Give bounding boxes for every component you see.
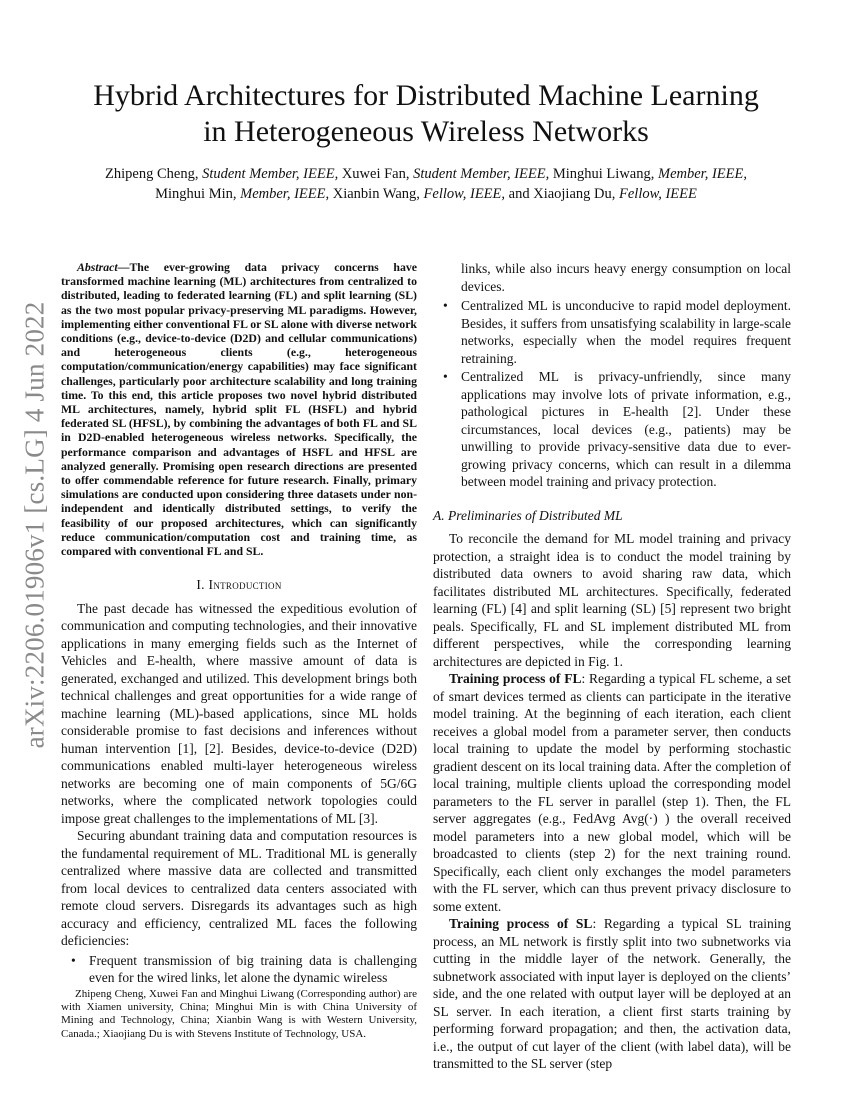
author-affiliation-footnote: Zhipeng Cheng, Xuwei Fan and Minghui Liwang (Corresponding author) are with Xiamen university, China; Minghui Min is with China University of Mining and Technology, China; Xianbin Wang is with Western University, Canada.; Xiaojiang Du is with Stevens Institute of Technology, USA.: [61, 988, 417, 1040]
intro-paragraph-2: Securing abundant training data and computation resources is the fundamental requirement of ML. Traditional ML is generally centralized where massive data are collected and transmitted from local devices to centralized data centers associated with remote cloud servers. Disregards its advantages such as high accuracy and efficiency, centralized ML faces the following deficiencies:: [61, 828, 417, 949]
author-list: [80, 164, 772, 204]
list-item: • Centralized ML is privacy-unfriendly, since many applications may involve lots of private information, e.g., pathological pictures in E-health [2]. Under these circumstances, local devices (e.g., patients) may be unwilling to provide privacy-sensitive data due to ever-growing privacy concerns, which can result in a dilemma between model training and privacy protection.: [461, 368, 791, 491]
section-heading-introduction: [61, 576, 417, 594]
right-column: [433, 260, 791, 1073]
paper-title: Hybrid Architectures for Distributed Machine Learning in Heterogeneous Wireless Networks: [93, 79, 759, 148]
fl-run-label: Training process of FL: [449, 671, 582, 686]
sl-training-paragraph: [433, 915, 791, 1073]
author-name: Minghui Min,: [155, 186, 241, 202]
author-name: Xuwei Fan,: [338, 166, 414, 182]
author-role: Student Member, IEEE,: [413, 166, 550, 182]
author-name: and Xiaojiang Du,: [505, 186, 619, 202]
list-item: • Centralized ML is unconducive to rapid model deployment. Besides, it suffers from unsatisfying scalability in large-scale networks, especially when the model requires frequent retraining.: [461, 297, 791, 367]
author-name: Minghui Liwang,: [549, 166, 658, 182]
author-role: Fellow, IEEE,: [423, 186, 506, 202]
sl-text: : Regarding a typical SL training process, an ML network is firstly split into two subnetworks via cutting in the middle layer of the network. Generally, the subnetwork associated with input layer is deployed on the clients’ side, and the one related with output layer will be deployed at an SL server. In each iteration, a client first starts training by performing forward propagation; and then, the activation data, i.e., the output of cut layer of the client (with label data), will be transmitted to the SL server (step: [433, 916, 791, 1071]
preliminaries-paragraph: To reconcile the demand for ML model training and privacy protection, a straight idea is to conduct the model training by distributed data owners to avoid sharing raw data, which facilitates distributed ML architectures. Specifically, federated learning (FL) [4] and split learning (SL) [5] represent two bright peals. Specifically, FL and SL implement distributed ML from different perspectives, while the corresponding learning architectures are depicted in Fig. 1.: [433, 531, 791, 669]
section-number: I.: [196, 577, 209, 593]
list-item-continuation: links, while also incurs heavy energy consumption on local devices.: [461, 261, 791, 294]
abstract-text: —The ever-growing data privacy concerns have transformed machine learning (ML) architectures from centralized to distributed, leading to federated learning (FL) and split learning (SL) as the two most popular privacy-preserving ML paradigms. However, implementing either conventional FL or SL alone with diverse network conditions (e.g., device-to-device (D2D) and cellular communications) and heterogeneous clients (e.g., heterogeneous computation/communication/energy capabilities) may face significant challenges, particularly poor architecture scalability and long training time. To this end, this article proposes two novel hybrid distributed ML architectures, namely, hybrid split FL (HSFL) and hybrid federated SL (HFSL), by combining the advantages of both FL and SL in D2D-enabled heterogeneous wireless networks. Specifically, the performance comparison and advantages of HSFL and HFSL are analyzed generally. Promising open research directions are presented to offer commendable reference for future research. Finally, primary simulations are conducted upon considering three datasets under non-independent and identically distributed settings, to verify the feasibility of our proposed architectures, which can significantly reduce communication/computation cost and training time, as compared with conventional FL and SL.: [61, 260, 417, 559]
author-name: Zhipeng Cheng,: [105, 166, 203, 182]
arxiv-identifier-text: arXiv:2206.01906v1 [cs.LG] 4 Jun 2022: [19, 301, 50, 749]
intro-paragraph-1: The past decade has witnessed the expeditious evolution of communication and computing technologies, and their innovative applications in many emerging fields such as the Internet of Vehicles and E-health, where massive amount of data is generated, exchanged and utilized. This development brings both technical challenges and great opportunities for a wide range of machine learning (ML)-based applications, since ML holds considerable promise to fast decisions and inferences without human intervention [1], [2]. Besides, device-to-device (D2D) communications enabled multi-layer heterogeneous wireless networks are becoming one of main components of 5G/6G networks, where the complicated network topologies could impose great challenges to the implementations of ML [3].: [61, 600, 417, 826]
author-role: Member, IEEE,: [240, 186, 330, 202]
list-item: • Frequent transmission of big training data is challenging even for the wired links, let alone the dynamic wireless: [89, 952, 417, 987]
author-role: Fellow, IEEE: [619, 186, 697, 202]
deficiency-list: [61, 952, 417, 987]
author-name: Xianbin Wang,: [329, 186, 424, 202]
abstract: [61, 260, 417, 558]
abstract-label: Abstract: [77, 260, 118, 274]
fl-training-paragraph: [433, 670, 791, 915]
deficiency-list-continued: [433, 297, 791, 491]
left-column: [61, 260, 417, 988]
author-role: Member, IEEE,: [657, 166, 747, 182]
fl-text: : Regarding a typical FL scheme, a set of smart devices termed as clients can participate in the iterative model training. At the beginning of each iteration, each client receives a global model from a parameter server, then conducts local training to update the model by performing stochastic gradient descent on its local training data. After the completion of local training, multiple clients upload the corresponding model parameters to the FL server in parallel (step 1). Then, the FL server aggregates (e.g., FedAvg Avg(·) ) the overall received model parameters into a new global model, which will be broadcasted to clients (step 2) for the next training round. Specifically, each client only exchanges the model parameters with the FL server, which can thus prevent privacy disclosure to some extent.: [433, 671, 791, 914]
sl-run-label: Training process of SL: [449, 916, 593, 931]
arxiv-identifier: [10, 300, 60, 750]
subsection-heading: A. Preliminaries of Distributed ML: [433, 507, 623, 523]
section-title: Introduction: [208, 577, 282, 593]
author-role: Student Member, IEEE,: [202, 166, 339, 182]
